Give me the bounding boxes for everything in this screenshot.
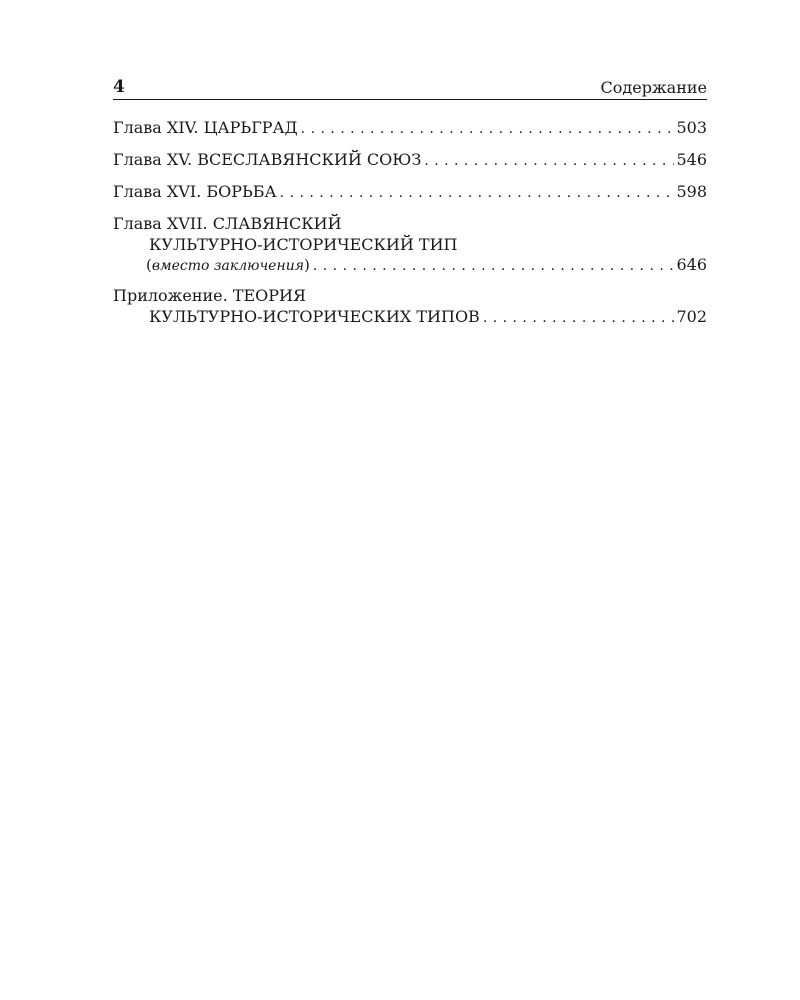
- dot-leader: [313, 256, 675, 276]
- note-text: вместо заключения: [151, 258, 304, 274]
- table-of-contents: [113, 117, 707, 329]
- toc-entry-chapter-16[interactable]: [113, 181, 707, 204]
- toc-entry-label-line2: КУЛЬТУРНО-ИСТОРИЧЕСКИХ ТИПОВ: [149, 307, 480, 326]
- toc-entry-chapter-17[interactable]: [113, 213, 707, 276]
- toc-entry-label: Глава XIV. ЦАРЬГРАД: [113, 118, 298, 137]
- page-number: 4: [113, 77, 125, 97]
- toc-entry-label: Глава XVI. БОРЬБА: [113, 182, 277, 201]
- toc-entry-page: 598: [676, 182, 707, 201]
- toc-entry-note: [146, 255, 310, 276]
- section-title: Содержание: [600, 78, 707, 97]
- dot-leader: [280, 183, 675, 204]
- toc-entry-chapter-15[interactable]: [113, 149, 707, 172]
- note-close-paren: ): [303, 256, 310, 274]
- toc-entry-page: 646: [676, 255, 707, 274]
- toc-entry-label-line2: КУЛЬТУРНО-ИСТОРИЧЕСКИЙ ТИП: [149, 235, 458, 254]
- dot-leader: [424, 151, 674, 172]
- toc-entry-page: 503: [676, 118, 707, 137]
- toc-entry-page: 702: [676, 307, 707, 326]
- toc-entry-label-line1: Глава XVII. СЛАВЯНСКИЙ: [113, 214, 342, 233]
- toc-entry-chapter-14[interactable]: [113, 117, 707, 140]
- toc-entry-label-line1: Приложение. ТЕОРИЯ: [113, 286, 306, 305]
- dot-leader: [483, 308, 675, 329]
- toc-entry-label: Глава XV. ВСЕСЛАВЯНСКИЙ СОЮЗ: [113, 150, 422, 169]
- note-open-paren: (: [146, 256, 152, 274]
- running-head: [113, 72, 707, 100]
- toc-entry-appendix[interactable]: [113, 285, 707, 329]
- toc-entry-page: 546: [676, 150, 707, 169]
- dot-leader: [301, 119, 675, 140]
- book-page: [113, 72, 707, 338]
